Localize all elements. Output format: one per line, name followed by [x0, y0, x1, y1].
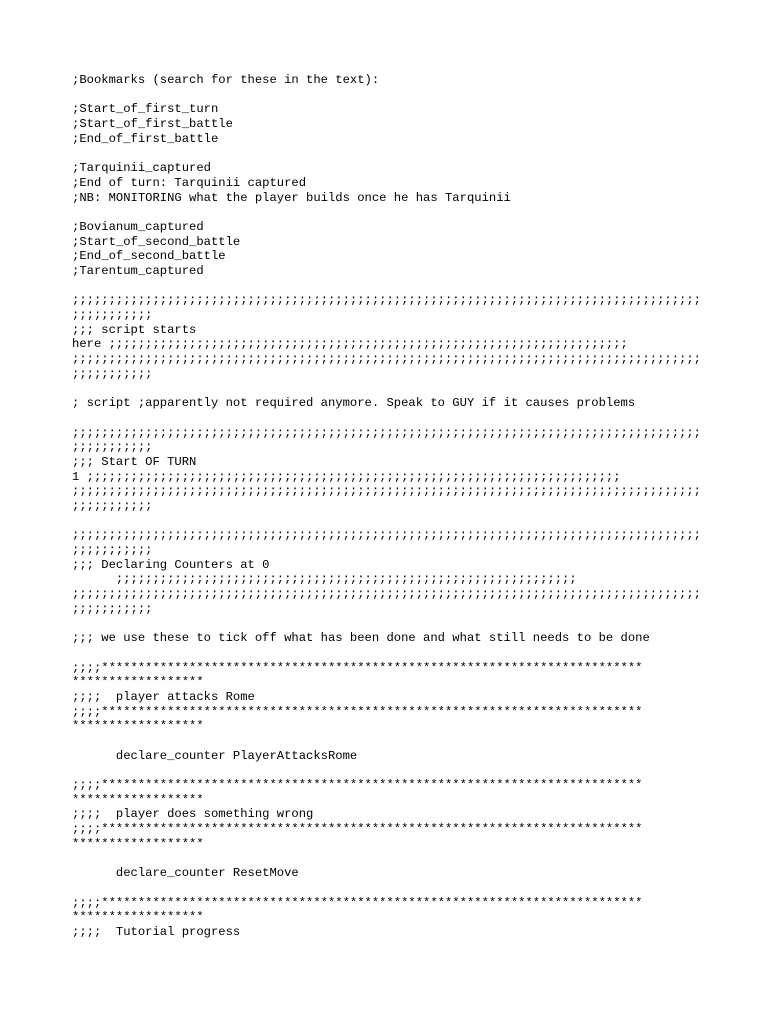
text-line: ;;; Start OF TURN: [72, 454, 197, 469]
text-line: ;Start_of_first_turn: [72, 102, 219, 117]
text-line: ;;;;;;;;;;;: [72, 498, 153, 513]
blank-line: [72, 734, 712, 749]
text-line: ;;;;;;;;;;;;;;;;;;;;;;;;;;;;;;;;;;;;;;;;;;;;;;;;;;;;;;;;;;;;;;;;;;;;;;;;;;;;;;;;;;;;;;: [72, 528, 701, 543]
text-line: ;;;;;;;;;;;: [72, 440, 153, 455]
text-line: ;Bookmarks (search for these in the text):: [72, 73, 380, 87]
text-line: ;;;;**************************************************************************: [72, 822, 643, 837]
blank-line: [72, 279, 712, 294]
blank-line: [72, 881, 712, 896]
blank-line: [72, 763, 712, 778]
text-line: ;;;; player does something wrong: [72, 807, 314, 822]
text-line: ;End of turn: Tarquinii captured: [72, 175, 307, 190]
text-line: ;Bovianum_captured: [72, 219, 204, 234]
text-line: ******************: [72, 792, 204, 807]
text-line: ;;; Declaring Counters at 0: [72, 557, 270, 572]
text-line: here ;;;;;;;;;;;;;;;;;;;;;;;;;;;;;;;;;;;;;;;;;;;;;;;;;;;;;;;;;;;;;;;;;;;;;;;: [72, 337, 628, 352]
text-line: ;;;; player attacks Rome: [72, 689, 255, 704]
text-line: ;;;; Tutorial progress: [72, 924, 241, 939]
text-line: ******************: [72, 836, 204, 851]
text-line: declare_counter ResetMove: [72, 866, 299, 881]
text-line: ;End_of_second_battle: [72, 249, 226, 264]
text-line: ;NB: MONITORING what the player builds once he has Tarquinii: [72, 190, 511, 205]
blank-line: [72, 646, 712, 661]
text-line: ******************: [72, 719, 204, 734]
text-line: ;;;;;;;;;;;: [72, 543, 153, 557]
text-line: ; script ;apparently not required anymore. Speak to GUY if it causes problems: [72, 396, 636, 411]
text-line: ;;;;;;;;;;;: [72, 366, 153, 381]
text-line: ;;;;;;;;;;;;;;;;;;;;;;;;;;;;;;;;;;;;;;;;;;;;;;;;;;;;;;;;;;;;;;;;;;;;;;;;;;;;;;;;;;;;;;: [72, 587, 701, 602]
text-line: ;;;;;;;;;;;;;;;;;;;;;;;;;;;;;;;;;;;;;;;;;;;;;;;;;;;;;;;;;;;;;;;;;;;;;;;;;;;;;;;;;;;;;;: [72, 425, 701, 440]
blank-line: [72, 514, 712, 529]
blank-line: [72, 616, 712, 631]
text-line: ;;; script starts: [72, 322, 197, 337]
blank-line: [72, 381, 712, 396]
text-line: 1 ;;;;;;;;;;;;;;;;;;;;;;;;;;;;;;;;;;;;;;;;;;;;;;;;;;;;;;;;;;;;;;;;;;;;;;;;;: [72, 469, 621, 484]
text-line: ******************: [72, 910, 204, 925]
text-line: ;;;;;;;;;;;;;;;;;;;;;;;;;;;;;;;;;;;;;;;;;;;;;;;;;;;;;;;;;;;;;;;;;;;;;;;;;;;;;;;;;;;;;;: [72, 352, 701, 367]
text-line: ;End_of_first_battle: [72, 131, 219, 146]
blank-line: [72, 205, 712, 220]
text-line: ;;;;**************************************************************************: [72, 895, 643, 910]
document-text: [72, 73, 712, 940]
text-line: ;;;;;;;;;;;: [72, 601, 153, 616]
blank-line: [72, 851, 712, 866]
text-line: ;Start_of_second_battle: [72, 234, 241, 249]
text-line: ;;;;;;;;;;;: [72, 308, 153, 322]
text-line: ******************: [72, 675, 204, 690]
blank-line: [72, 146, 712, 161]
text-line: ;;;;**************************************************************************: [72, 778, 643, 792]
text-line: ;;;;;;;;;;;;;;;;;;;;;;;;;;;;;;;;;;;;;;;;;;;;;;;;;;;;;;;;;;;;;;;;;;;;;;;;;;;;;;;;;;;;;;: [72, 293, 701, 308]
text-line: ;Tarentum_captured: [72, 263, 204, 278]
text-line: ;;;;;;;;;;;;;;;;;;;;;;;;;;;;;;;;;;;;;;;;;;;;;;;;;;;;;;;;;;;;;;;;;;;;;;;;;;;;;;;;;;;;;;: [72, 484, 701, 499]
text-line: ;Start_of_first_battle: [72, 117, 233, 132]
blank-line: [72, 88, 712, 103]
text-line: ;;;;**************************************************************************: [72, 704, 643, 719]
text-line: ;;;;;;;;;;;;;;;;;;;;;;;;;;;;;;;;;;;;;;;;;;;;;;;;;;;;;;;;;;;;;;;: [72, 572, 577, 587]
text-line: ;Tarquinii_captured: [72, 161, 211, 176]
blank-line: [72, 411, 712, 426]
text-line: ;;;;**************************************************************************: [72, 660, 643, 675]
text-line: declare_counter PlayerAttacksRome: [72, 748, 358, 763]
text-line: ;;; we use these to tick off what has been done and what still needs to be done: [72, 631, 650, 646]
